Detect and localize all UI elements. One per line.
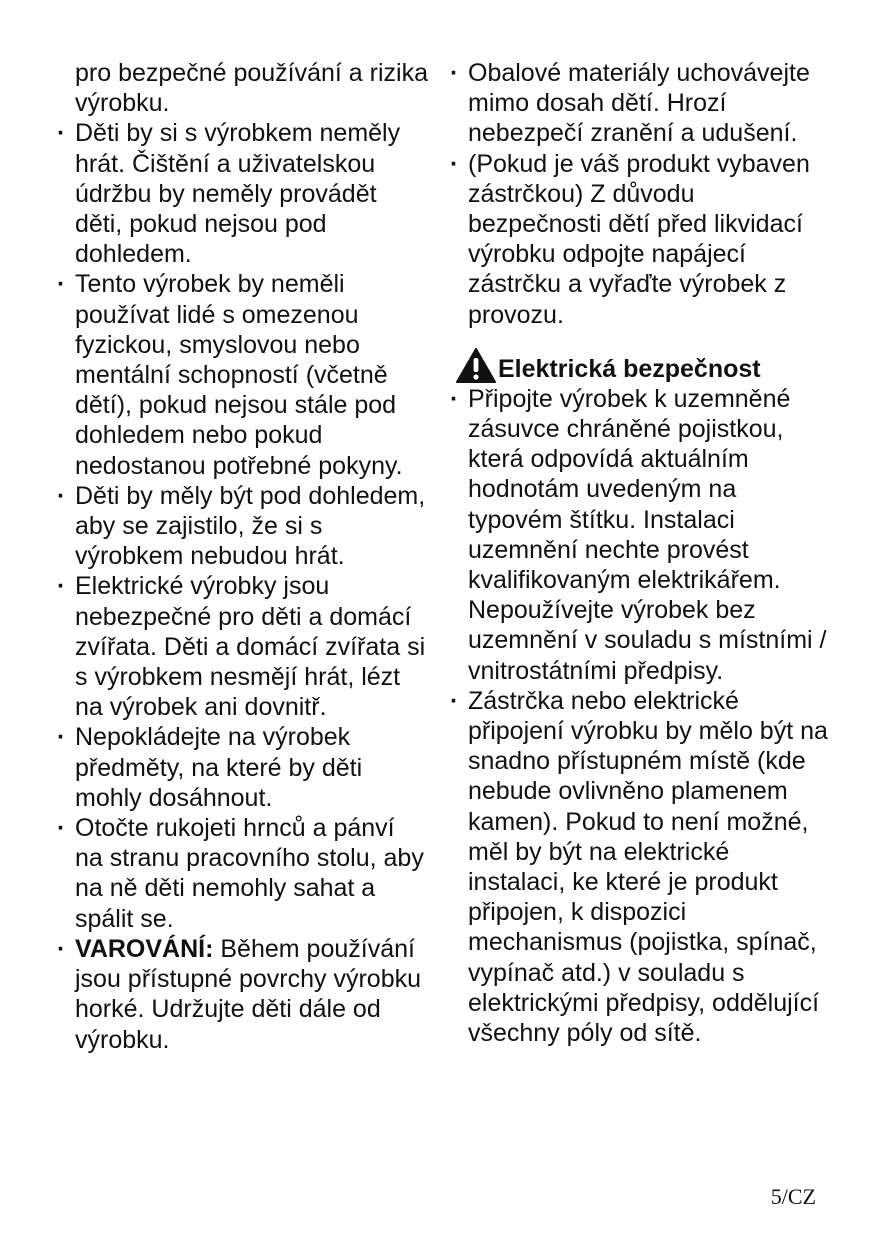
warning-label: VAROVÁNÍ: <box>75 934 214 963</box>
list-item: · Obalové materiály uchovávejte mimo dosah dětí. Hrozí nebezpečí zranění a udušení. <box>450 58 830 149</box>
list-item: · Zástrčka nebo elektrické připojení výrobku by mělo být na snadno přístupném místě (kde nebude ovlivněno plamenem kamen). Pokud to není možné, měl by být na elektrické instalaci, ke které je produkt připojen, k dispozici mechanismus (pojistka, spínač, vypínač atd.) v souladu s elektrickými předpisy, oddělující všechny póly od sítě. <box>450 686 830 1048</box>
warning-text: Během používání jsou přístupné povrchy výrobku horké. Udržujte děti dále od výrobku. <box>75 934 422 1054</box>
list-item: · Elektrické výrobky jsou nebezpečné pro děti a domácí zvířata. Děti a domácí zvířata si s výrobkem nesmějí hrát, lézt na výrobek ani dovnitř. <box>57 571 429 722</box>
warning-item <box>57 934 429 1055</box>
list-item: · Nepokládejte na výrobek předměty, na které by děti mohly dosáhnout. <box>57 722 429 813</box>
right-bullet-list <box>450 58 830 330</box>
right-column <box>450 58 830 1048</box>
list-item: · Otočte rukojeti hrnců a pánví na stranu pracovního stolu, aby na ně děti nemohly sahat a spálit se. <box>57 813 429 934</box>
warning-triangle-icon <box>456 348 496 384</box>
list-item: · Děti by měly být pod dohledem, aby se zajistilo, že si s výrobkem nebudou hrát. <box>57 481 429 572</box>
left-column <box>57 58 429 1055</box>
list-item: · Připojte výrobek k uzemněné zásuvce chráněné pojistkou, která odpovídá aktuálním hodnotám uvedeným na typovém štítku. Instalaci uzemnění nechte provést kvalifikovaným elektrikářem. Nepoužívejte výrobek bez uzemnění v souladu s místními / vnitrostátními předpisy. <box>450 384 830 686</box>
continued-paragraph: pro bezpečné používání a rizika výrobku. <box>75 59 428 118</box>
page-number: 5/CZ <box>770 1184 816 1209</box>
section-heading <box>456 346 830 384</box>
list-item: · Tento výrobek by neměli používat lidé s omezenou fyzickou, smyslovou nebo mentální schopností (včetně dětí), pokud nejsou stále pod dohledem nebo pokud nedostanou potřebné pokyny. <box>57 269 429 480</box>
section-title: Elektrická bezpečnost <box>498 354 761 383</box>
list-item: · Děti by si s výrobkem neměly hrát. Čištění a uživatelskou údržbu by neměly provádět děti, pokud nejsou pod dohledem. <box>57 118 429 269</box>
list-item: · (Pokud je váš produkt vybaven zástrčkou) Z důvodu bezpečnosti dětí před likvidací výrobku odpojte napájecí zástrčku a vyřaďte výrobek z provozu. <box>450 149 830 330</box>
electrical-safety-list <box>450 384 830 1048</box>
left-bullet-list <box>57 118 429 1054</box>
